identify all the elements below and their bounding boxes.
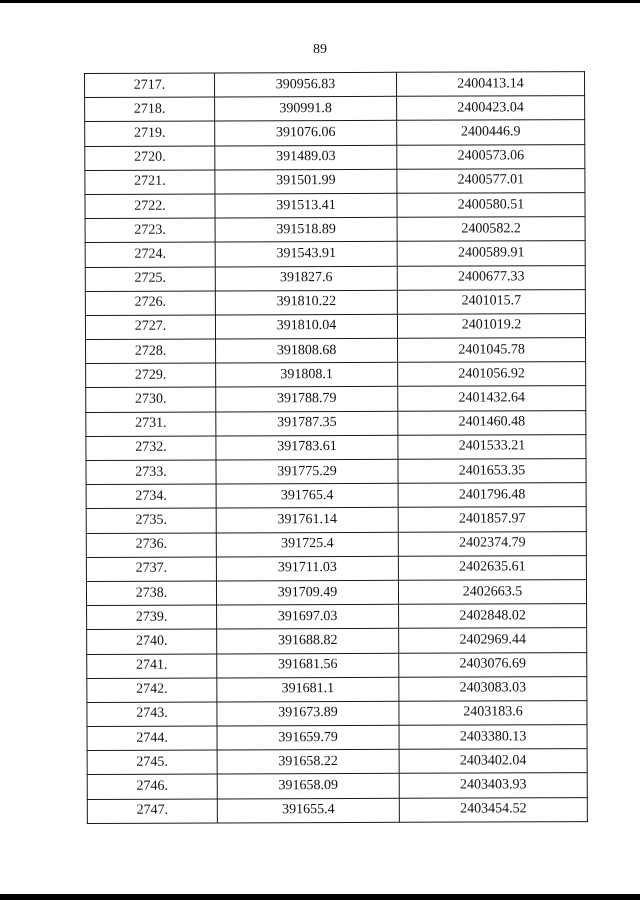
table-row [85, 168, 585, 194]
point-number-cell: 2736. [86, 533, 216, 558]
point-number-cell: 2722. [85, 194, 215, 219]
table-row [86, 386, 586, 412]
x-coordinate-cell: 391673.89 [217, 701, 399, 726]
x-coordinate-cell: 391489.03 [215, 145, 397, 170]
y-coordinate-cell: 2403402.04 [399, 749, 587, 774]
point-number-cell: 2734. [86, 484, 216, 509]
y-coordinate-cell: 2401533.21 [398, 434, 586, 459]
table-row [86, 531, 586, 557]
y-coordinate-cell: 2401056.92 [398, 362, 586, 387]
point-number-cell: 2747. [87, 799, 217, 824]
point-number-cell: 2727. [85, 315, 215, 340]
table-row [87, 773, 587, 799]
x-coordinate-cell: 391681.56 [217, 653, 399, 678]
point-number-cell: 2740. [87, 629, 217, 654]
point-number-cell: 2742. [87, 678, 217, 703]
table-row [85, 144, 585, 170]
y-coordinate-cell: 2403083.03 [399, 676, 587, 701]
y-coordinate-cell: 2403403.93 [399, 773, 587, 798]
x-coordinate-cell: 391765.4 [216, 483, 398, 508]
x-coordinate-cell: 391788.79 [216, 387, 398, 412]
y-coordinate-cell: 2402848.02 [399, 604, 587, 629]
x-coordinate-cell: 390956.83 [215, 72, 397, 97]
point-number-cell: 2730. [86, 387, 216, 412]
x-coordinate-cell: 391761.14 [216, 508, 398, 533]
y-coordinate-cell: 2400589.91 [397, 241, 585, 266]
point-number-cell: 2731. [86, 412, 216, 437]
point-number-cell: 2720. [85, 146, 215, 171]
x-coordinate-cell: 391655.4 [217, 798, 399, 823]
y-coordinate-cell: 2400677.33 [397, 265, 585, 290]
y-coordinate-cell: 2401045.78 [398, 338, 586, 363]
table-row [85, 72, 585, 98]
point-number-cell: 2735. [86, 508, 216, 533]
y-coordinate-cell: 2401653.35 [398, 459, 586, 484]
y-coordinate-cell: 2402969.44 [399, 628, 587, 653]
y-coordinate-cell: 2403076.69 [399, 652, 587, 677]
x-coordinate-cell: 391827.6 [215, 266, 397, 291]
table-row [85, 193, 585, 219]
point-number-cell: 2745. [87, 750, 217, 775]
point-number-cell: 2729. [86, 363, 216, 388]
table-row [85, 265, 585, 291]
page-number: 89 [313, 42, 327, 57]
x-coordinate-cell: 391697.03 [217, 604, 399, 629]
table-row [87, 604, 587, 630]
x-coordinate-cell: 391688.82 [217, 629, 399, 654]
y-coordinate-cell: 2401857.97 [398, 507, 586, 532]
point-number-cell: 2739. [87, 605, 217, 630]
x-coordinate-cell: 391658.09 [217, 774, 399, 799]
point-number-cell: 2744. [87, 726, 217, 751]
point-number-cell: 2718. [85, 97, 215, 122]
table-row [87, 797, 587, 823]
y-coordinate-cell: 2400582.2 [397, 217, 585, 242]
table-row [86, 507, 586, 533]
page-top-border [0, 0, 640, 3]
table-row [86, 362, 586, 388]
x-coordinate-cell: 391810.04 [215, 314, 397, 339]
y-coordinate-cell: 2402374.79 [398, 531, 586, 556]
y-coordinate-cell: 2400423.04 [397, 96, 585, 121]
table-row [87, 700, 587, 726]
x-coordinate-cell: 391808.68 [216, 338, 398, 363]
x-coordinate-cell: 391725.4 [216, 532, 398, 557]
table-row [86, 459, 586, 485]
x-coordinate-cell: 390991.8 [215, 96, 397, 121]
point-number-cell: 2721. [85, 170, 215, 195]
y-coordinate-cell: 2400446.9 [397, 120, 585, 145]
point-number-cell: 2732. [86, 436, 216, 461]
table-row [85, 217, 585, 243]
point-number-cell: 2728. [86, 339, 216, 364]
table-row [87, 725, 587, 751]
x-coordinate-cell: 391808.1 [216, 363, 398, 388]
x-coordinate-cell: 391501.99 [215, 169, 397, 194]
point-number-cell: 2741. [87, 653, 217, 678]
table-row [87, 749, 587, 775]
x-coordinate-cell: 391543.91 [215, 242, 397, 267]
y-coordinate-cell: 2402663.5 [398, 580, 586, 605]
point-number-cell: 2724. [85, 242, 215, 267]
point-number-cell: 2723. [85, 218, 215, 243]
x-coordinate-cell: 391810.22 [215, 290, 397, 315]
point-number-cell: 2717. [85, 73, 215, 98]
x-coordinate-cell: 391658.22 [217, 750, 399, 775]
x-coordinate-cell: 391076.06 [215, 121, 397, 146]
table-row [86, 410, 586, 436]
page-bottom-border [0, 894, 640, 900]
table-row [85, 241, 585, 267]
y-coordinate-cell: 2401432.64 [398, 386, 586, 411]
y-coordinate-cell: 2401460.48 [398, 410, 586, 435]
x-coordinate-cell: 391709.49 [216, 580, 398, 605]
point-number-cell: 2725. [85, 266, 215, 291]
table-row [86, 580, 586, 606]
coordinates-table [84, 71, 588, 824]
point-number-cell: 2719. [85, 121, 215, 146]
x-coordinate-cell: 391659.79 [217, 725, 399, 750]
y-coordinate-cell: 2403183.6 [399, 700, 587, 725]
x-coordinate-cell: 391518.89 [215, 217, 397, 242]
coordinates-table-body [85, 72, 588, 824]
x-coordinate-cell: 391681.1 [217, 677, 399, 702]
point-number-cell: 2726. [85, 291, 215, 316]
table-row [87, 652, 587, 678]
x-coordinate-cell: 391513.41 [215, 193, 397, 218]
y-coordinate-cell: 2401015.7 [397, 289, 585, 314]
point-number-cell: 2743. [87, 702, 217, 727]
y-coordinate-cell: 2403454.52 [399, 797, 587, 822]
y-coordinate-cell: 2400577.01 [397, 168, 585, 193]
x-coordinate-cell: 391775.29 [216, 459, 398, 484]
point-number-cell: 2738. [86, 581, 216, 606]
x-coordinate-cell: 391787.35 [216, 411, 398, 436]
point-number-cell: 2746. [87, 774, 217, 799]
y-coordinate-cell: 2400580.51 [397, 193, 585, 218]
table-row [86, 555, 586, 581]
x-coordinate-cell: 391783.61 [216, 435, 398, 460]
table-row [86, 483, 586, 509]
y-coordinate-cell: 2401796.48 [398, 483, 586, 508]
table-row [85, 120, 585, 146]
table-row [87, 676, 587, 702]
table-row [85, 313, 585, 339]
y-coordinate-cell: 2400573.06 [397, 144, 585, 169]
y-coordinate-cell: 2401019.2 [397, 313, 585, 338]
table-row [86, 434, 586, 460]
y-coordinate-cell: 2403380.13 [399, 725, 587, 750]
x-coordinate-cell: 391711.03 [216, 556, 398, 581]
y-coordinate-cell: 2400413.14 [396, 72, 584, 97]
table-row [85, 289, 585, 315]
point-number-cell: 2737. [86, 557, 216, 582]
point-number-cell: 2733. [86, 460, 216, 485]
table-row [87, 628, 587, 654]
table-row [85, 96, 585, 122]
table-row [86, 338, 586, 364]
y-coordinate-cell: 2402635.61 [398, 555, 586, 580]
